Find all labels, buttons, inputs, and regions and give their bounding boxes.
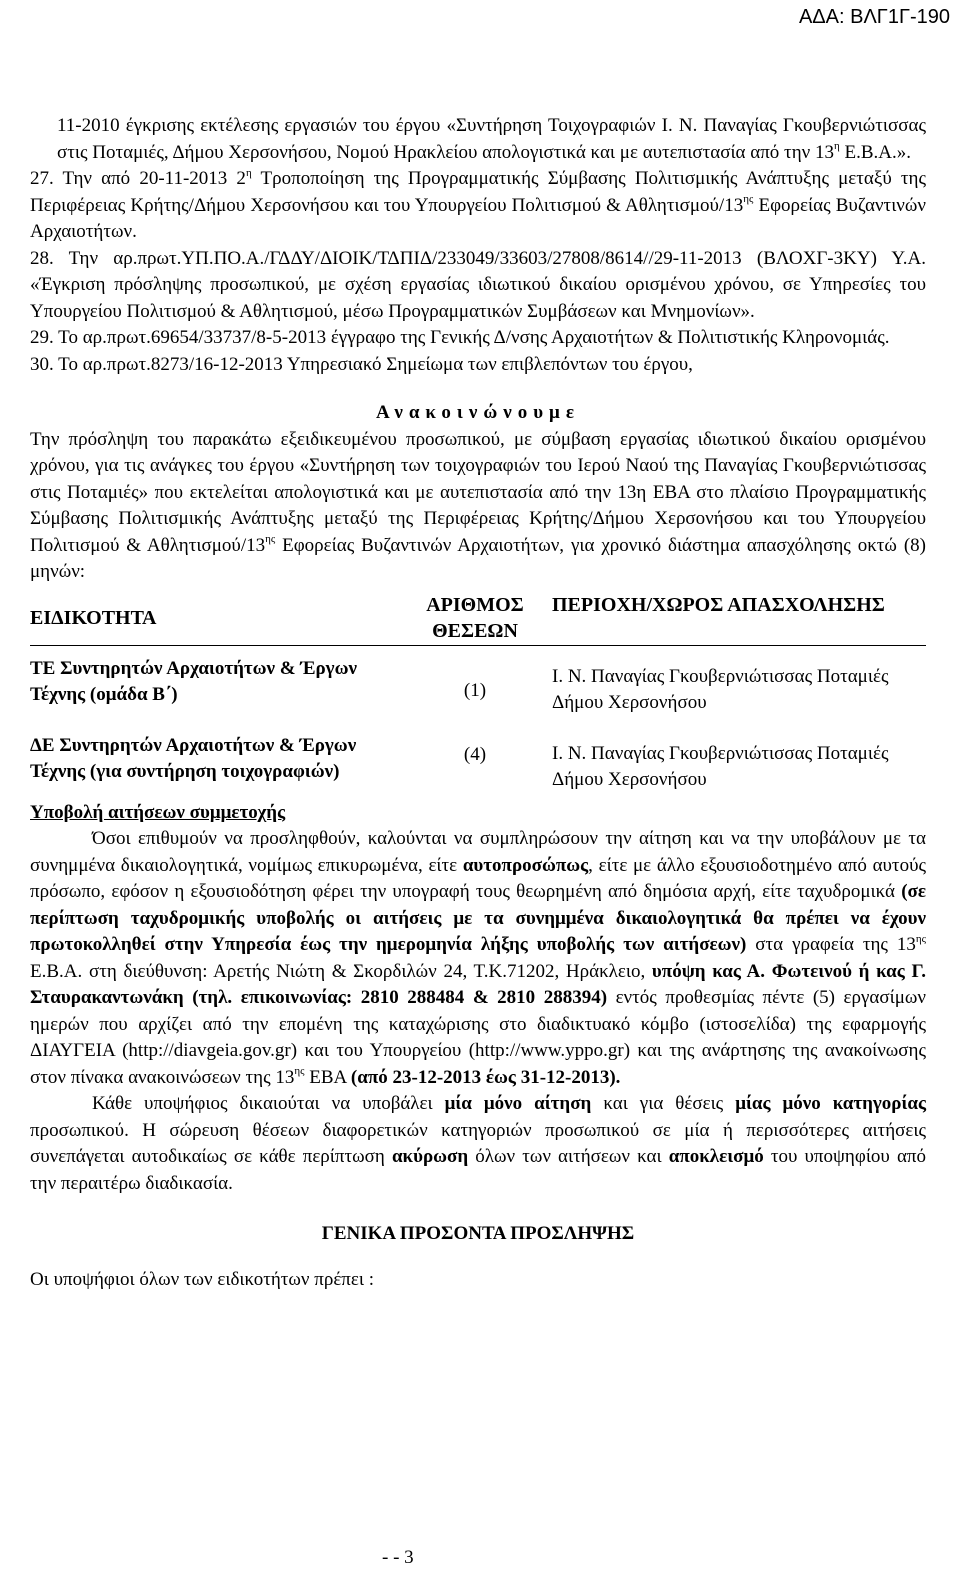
- row-specialty: ΤΕ Συντηρητών Αρχαιοτήτων & Έργων Τέχνης (ομάδα Β΄): [30, 657, 357, 705]
- general-title: ΓΕΝΙΚΑ ΠΡΟΣΟΝΤΑ ΠΡΟΣΛΗΨΗΣ: [321, 1223, 635, 1244]
- row-specialty: ΔΕ Συντηρητών Αρχαιοτήτων & Έργων Τέχνης (για συντήρηση τοιχογραφιών): [30, 734, 357, 782]
- row-count: (4): [463, 743, 487, 765]
- submission-paragraph-1: Όσοι επιθυμούν να προσληφθούν, καλούνται να συμπληρώσουν την αίτηση και να την υποβάλουν με τα συνημμένα δικαιολογητικά, νομίμως επικυρωμένα, είτε αυτοπροσώπως, είτε με άλλο εξουσιοδοτημένο από αυτούς πρόσωπο, εφόσον η εξουσιοδότηση φέρει την υπογραφή τους θεωρημένη από δημόσια αρχή, είτε ταχυδρομικά (σε περίπτωση ταχυδρομικής υποβολής οι αιτήσεις με τα συνημμένα δικαιολογητικά θα πρέπει να έχουν πρωτοκολληθεί στην Υπηρεσία έως την ημερομηνία λήξης υποβολής των αιτήσεων) στα γραφεία της $13^{\eta\varsigma}$ Ε.Β.Α. στη διεύθυνση: Αρετής Νιώτη & Σκορδιλών 24, Τ.Κ.71202, Ηράκλειο, υπόψη κας Α. Φωτεινού ή κας Γ. Σταυρακαντωνάκη (τηλ. επικοινωνίας: 2810 288484 & 2810 288394) εντός προθεσμίας πέντε (5) εργασίμων ημερών που αρχίζει από την επομένη της καταχώρισης στο διαδικτυακό κόμβο (ιστοσελίδα) της εφαρμογής ΔΙΑΥΓΕΙΑ (http://diavgeia.gov.gr) και του Υπουργείου (http://www.yppo.gr) και της ανάρτησης της ανακοίνωσης στον πίνακα ανακοινώσεων της $13^{\eta\varsigma}$ ΕΒΑ (από 23-12-2013 έως 31-12-2013).: [30, 828, 926, 1088]
- row-area: Ι. Ν. Παναγίας Γκουβερνιώτισσας Ποταμιές Δήμου Χερσονήσου: [552, 742, 889, 790]
- announce-title: Ανακοινώνουμε: [376, 402, 580, 423]
- announce-intro: Την πρόσληψη του παρακάτω εξειδικευμένου προσωπικού, με σύμβαση εργασίας ιδιωτικού δικαίου ορισμένου χρόνου, για τις ανάγκες του έργου «Συντήρηση των τοιχογραφιών του Ιερού Ναού της Παναγίας Γκουβερνιώτισσας στις Ποταμιές» που εκτελείται απολογιστικά και με αυτεπιστασία από την 13η ΕΒΑ στο πλαίσιο Προγραμματικής Σύμβασης Πολιτισμικής Ανάπτυξης μεταξύ της Περιφέρειας Κρήτης/Δήμου Χερσονήσου και του Υπουργείου Πολιτισμού & Αθλητισμού/$13^{\eta\varsigma}$ Εφορείας Βυζαντινών Αρχαιοτήτων, για χρονικό διάστημα απασχόλησης οκτώ (8) μηνών:: [30, 428, 926, 582]
- consideration-item-28: 28. Την αρ.πρωτ.ΥΠ.ΠΟ.Α./ΓΔΔΥ/ΔΙΟΙΚ/ΤΔΠΙΔ/233049/33603/27808/8614//29-11-2013 (ΒΛΟΧΓ-3ΚΥ) Υ.Α. «Έγκριση πρόσληψης προσωπικού, με σχέση εργασίας ιδιωτικού δικαίου ορισμένου χρόνου, σε Υπηρεσίες του Υπουργείου Πολιτισμού & Αθλητισμού, μέσω Προγραμματικών Συμβάσεων και Μνημονίων».: [30, 247, 926, 322]
- general-intro: Οι υποψήφιοι όλων των ειδικοτήτων πρέπει :: [30, 1268, 375, 1290]
- table-row: [30, 717, 926, 794]
- row-count: (1): [463, 679, 487, 701]
- header-count: ΑΡΙΘΜΟΣ ΘΕΣΕΩΝ: [410, 592, 540, 646]
- ada-code: ΑΔΑ: ΒΛΓ1Γ-190: [798, 6, 950, 28]
- consideration-item-26: 11-2010 έγκρισης εκτέλεσης εργασιών του έργου «Συντήρηση Τοιχογραφιών Ι. Ν. Παναγίας Γκουβερνιώτισσας στις Ποταμιές, Δήμου Χερσονήσου, Νομού Ηρακλείου απολογιστικά και με αυτεπιστασία από την $13^\eta$ Ε.Β.Α.».: [57, 115, 926, 163]
- consideration-item-29: 29. Το αρ.πρωτ.69654/33737/8-5-2013 έγγραφο της Γενικής Δ/νσης Αρχαιοτήτων & Πολιτιστικής Κληρονομιάς.: [30, 327, 890, 348]
- header-area: ΠΕΡΙΟΧΗ/ΧΩΡΟΣ ΑΠΑΣΧΟΛΗΣΗΣ: [540, 592, 926, 646]
- page-number: - - 3: [382, 1547, 414, 1568]
- document-body: [30, 113, 926, 1293]
- submission-title: Υποβολή αιτήσεων συμμετοχής: [30, 801, 286, 823]
- positions-table: [30, 592, 926, 794]
- submission-paragraph-2: Κάθε υποψήφιος δικαιούται να υποβάλει μία μόνο αίτηση και για θέσεις μίας μόνο κατηγορίας προσωπικού. Η σώρευση θέσεων διαφορετικών κατηγοριών προσωπικού σε μία ή περισσότερες αιτήσεις συνεπάγεται αυτοδικαίως σε κάθε περίπτωση ακύρωση όλων των αιτήσεων και αποκλεισμό του υποψηφίου από την περαιτέρω διαδικασία.: [30, 1093, 926, 1194]
- table-header-row: [30, 592, 926, 646]
- row-area: Ι. Ν. Παναγίας Γκουβερνιώτισσας Ποταμιές Δήμου Χερσονήσου: [552, 665, 889, 713]
- table-row: [30, 645, 926, 717]
- consideration-item-30: 30. Το αρ.πρωτ.8273/16-12-2013 Υπηρεσιακό Σημείωμα των επιβλεπόντων του έργου,: [30, 353, 693, 375]
- consideration-item-27: 27. Την από 20-11-2013 $2^\eta$ Τροποποίηση της Προγραμματικής Σύμβασης Πολιτισμικής Ανάπτυξης μεταξύ της Περιφέρειας Κρήτης/Δήμου Χερσονήσου και του Υπουργείου Πολιτισμού & Αθλητισμού/$13^{\eta\varsigma}$ Εφορείας Βυζαντινών Αρχαιοτήτων.: [30, 166, 926, 242]
- header-specialty: ΕΙΔΙΚΟΤΗΤΑ: [30, 592, 410, 646]
